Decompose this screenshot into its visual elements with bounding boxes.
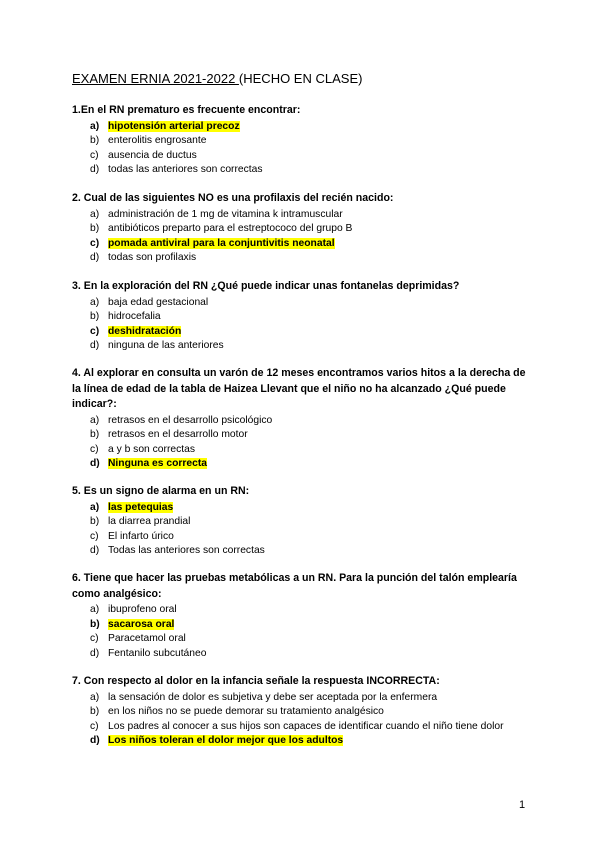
option-text: en los niños no se puede demorar su tratamiento analgésico: [108, 706, 384, 718]
options-list: [72, 120, 532, 178]
option-c: c) pomada antiviral para la conjuntivitis neonatal: [90, 237, 335, 249]
options-list: [72, 691, 532, 749]
title-underlined-part: EXAMEN ERNIA 2021-2022: [72, 71, 239, 86]
option-b: b) enterolitis engrosante: [90, 135, 207, 147]
question-7: [72, 674, 532, 749]
question-text: 4. Al explorar en consulta un varón de 12 meses encontramos varios hitos a la derecha de la línea de edad de la tabla de Haizea Llevant que el niño no ha alcanzado ¿Qué puede indicar?:: [72, 367, 526, 410]
option-text: la diarrea prandial: [108, 516, 191, 528]
option-text: El infarto úrico: [108, 530, 174, 542]
option-text: ausencia de ductus: [108, 149, 197, 161]
option-b: b) la diarrea prandial: [90, 516, 191, 528]
option-c: c) deshidratación: [90, 325, 182, 337]
correct-answer-text: Ninguna es correcta: [108, 458, 207, 470]
option-c: c) El infarto úrico: [90, 530, 174, 542]
option-text: la sensación de dolor es subjetiva y debe ser aceptada por la enfermera: [108, 691, 438, 703]
question-text: 2. Cual de las siguientes NO es una profilaxis del recién nacido:: [72, 192, 394, 204]
option-b: b) en los niños no se puede demorar su tratamiento analgésico: [90, 706, 384, 718]
option-a: a) administración de 1 mg de vitamina k intramuscular: [90, 208, 343, 220]
option-b: b) sacarosa oral: [90, 618, 175, 630]
option-d: d) Los niños toleran el dolor mejor que los adultos: [90, 735, 344, 747]
options-list: [72, 414, 532, 472]
option-d: d) Fentanilo subcutáneo: [90, 647, 207, 659]
option-c: c) a y b son correctas: [90, 443, 195, 455]
options-list: [72, 208, 532, 266]
options-list: [72, 603, 532, 661]
option-c: c) Paracetamol oral: [90, 633, 186, 645]
option-c: c) ausencia de ductus: [90, 149, 197, 161]
title-rest-part: (HECHO EN CLASE): [238, 71, 363, 86]
correct-answer-text: sacarosa oral: [108, 618, 175, 630]
options-list: [72, 501, 532, 559]
correct-answer-text: deshidratación: [108, 325, 182, 337]
question-5: [72, 484, 532, 559]
option-d: d) Ninguna es correcta: [90, 458, 207, 470]
option-text: todas son profilaxis: [108, 252, 197, 264]
option-b: b) antibióticos preparto para el estreptococo del grupo B: [90, 223, 353, 235]
option-text: retrasos en el desarrollo psicológico: [108, 414, 273, 426]
option-text: enterolitis engrosante: [108, 135, 207, 147]
option-d: d) ninguna de las anteriores: [90, 340, 224, 352]
option-text: antibióticos preparto para el estreptococo del grupo B: [108, 223, 353, 235]
correct-answer-text: pomada antiviral para la conjuntivitis neonatal: [108, 237, 335, 249]
document-title: [72, 71, 362, 87]
option-text: hidrocefalia: [108, 311, 161, 323]
option-c: c) Los padres al conocer a sus hijos son capaces de identificar cuando el niño tiene dolor: [90, 720, 504, 732]
option-b: b) retrasos en el desarrollo motor: [90, 429, 248, 441]
option-text: a y b son correctas: [108, 443, 195, 455]
option-d: d) todas las anteriores son correctas: [90, 164, 263, 176]
correct-answer-text: las petequias: [108, 501, 174, 513]
question-text: 3. En la exploración del RN ¿Qué puede indicar unas fontanelas deprimidas?: [72, 280, 460, 292]
option-a: a) retrasos en el desarrollo psicológico: [90, 414, 273, 426]
option-text: Los padres al conocer a sus hijos son capaces de identificar cuando el niño tiene dolor: [108, 720, 504, 732]
option-a: a) las petequias: [90, 501, 174, 513]
option-a: a) baja edad gestacional: [90, 296, 209, 308]
option-d: d) todas son profilaxis: [90, 252, 197, 264]
option-text: retrasos en el desarrollo motor: [108, 429, 248, 441]
question-1: [72, 103, 532, 178]
page-number: 1: [519, 799, 526, 811]
question-4: [72, 366, 532, 472]
question-2: [72, 191, 532, 266]
option-text: Todas las anteriores son correctas: [108, 545, 265, 557]
option-d: d) Todas las anteriores son correctas: [90, 545, 265, 557]
option-text: ninguna de las anteriores: [108, 340, 224, 352]
option-a: a) hipotensión arterial precoz: [90, 120, 240, 132]
option-text: ibuprofeno oral: [108, 604, 177, 615]
option-text: administración de 1 mg de vitamina k intramuscular: [108, 208, 343, 220]
question-text: 7. Con respecto al dolor en la infancia señale la respuesta INCORRECTA:: [72, 675, 440, 687]
question-3: [72, 279, 532, 354]
option-text: baja edad gestacional: [108, 296, 209, 308]
option-text: Fentanilo subcutáneo: [108, 647, 207, 659]
options-list: [72, 296, 532, 354]
question-text: 1.En el RN prematuro es frecuente encontrar:: [72, 104, 301, 116]
option-a: a) la sensación de dolor es subjetiva y debe ser aceptada por la enfermera: [90, 691, 438, 703]
correct-answer-text: hipotensión arterial precoz: [108, 120, 240, 132]
option-text: todas las anteriores son correctas: [108, 164, 263, 176]
question-text: 6. Tiene que hacer las pruebas metabólicas a un RN. Para la punción del talón emplearía como analgésico:: [72, 572, 517, 600]
question-6: [72, 571, 532, 661]
correct-answer-text: Los niños toleran el dolor mejor que los adultos: [108, 735, 344, 747]
option-a: a) ibuprofeno oral: [90, 604, 177, 615]
question-text: 5. Es un signo de alarma en un RN:: [72, 485, 250, 497]
option-text: Paracetamol oral: [108, 633, 186, 645]
option-b: b) hidrocefalia: [90, 311, 161, 323]
